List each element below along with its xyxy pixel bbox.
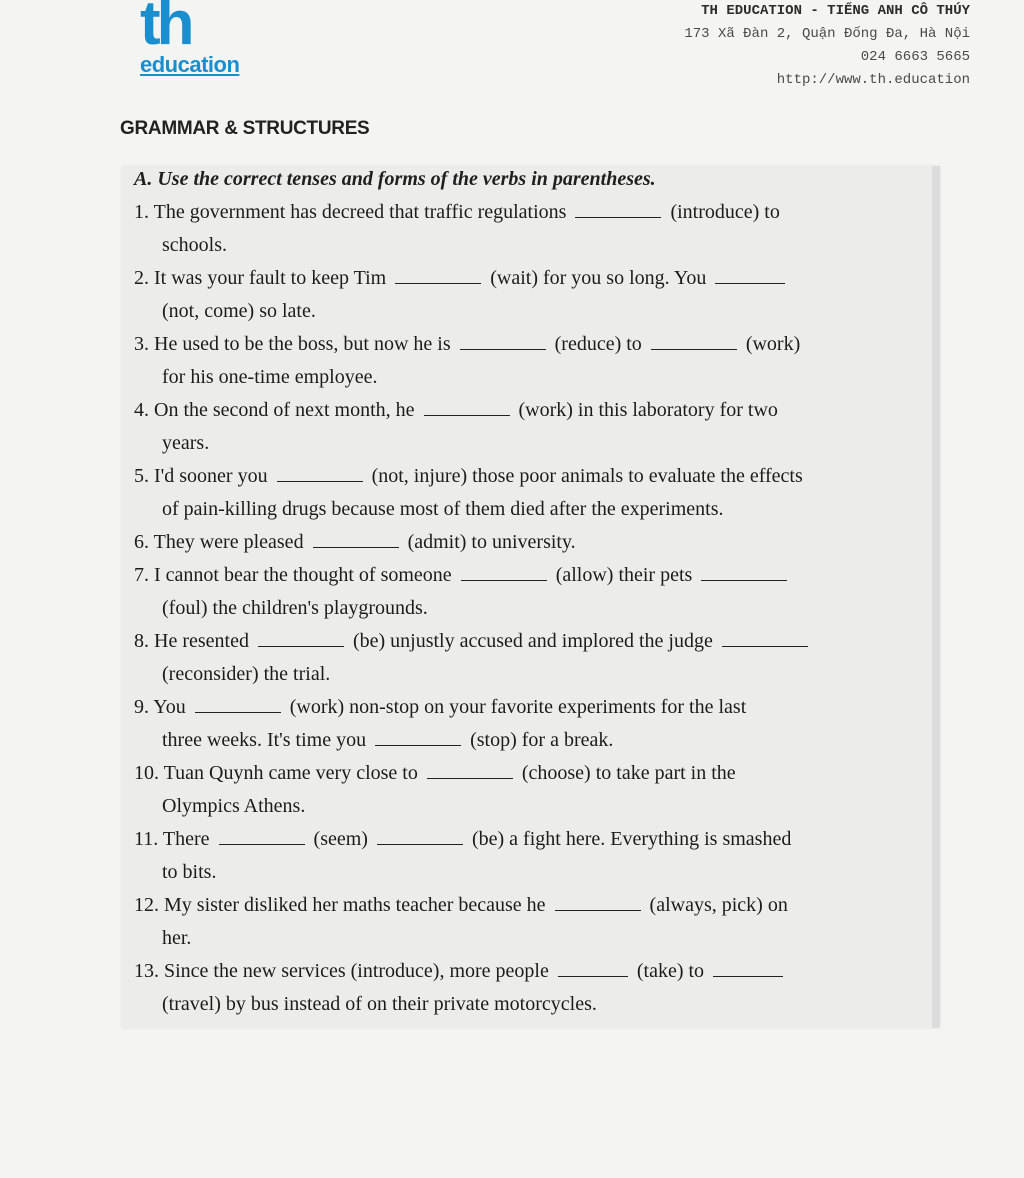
answer-blank[interactable] bbox=[722, 628, 808, 647]
item-text: (wait) for you so long. You bbox=[490, 267, 707, 289]
item-number: 11. bbox=[134, 828, 159, 850]
answer-blank[interactable] bbox=[377, 826, 463, 845]
item-line bbox=[134, 724, 916, 757]
exercise-item bbox=[134, 196, 916, 262]
answer-blank[interactable] bbox=[427, 760, 513, 779]
item-text: of pain-killing drugs because most of them died after the experiments. bbox=[162, 498, 724, 520]
item-text: Olympics Athens. bbox=[162, 795, 306, 817]
item-text: The government has decreed that traffic regulations bbox=[153, 201, 567, 223]
item-text: They were pleased bbox=[153, 531, 304, 553]
item-text: He resented bbox=[154, 630, 249, 652]
exercise-item bbox=[134, 559, 916, 625]
item-number: 12. bbox=[134, 894, 159, 916]
item-text: I'd sooner you bbox=[154, 465, 268, 487]
worksheet bbox=[122, 166, 940, 1028]
item-number: 4. bbox=[134, 399, 149, 421]
answer-blank[interactable] bbox=[219, 826, 305, 845]
item-number: 10. bbox=[134, 762, 159, 784]
answer-blank[interactable] bbox=[461, 562, 547, 581]
item-number: 13. bbox=[134, 960, 159, 982]
answer-blank[interactable] bbox=[195, 694, 281, 713]
exercise-item bbox=[134, 823, 916, 889]
logo-word: education bbox=[140, 52, 240, 77]
item-text: (stop) for a break. bbox=[470, 729, 614, 751]
item-text: (seem) bbox=[313, 828, 368, 850]
item-text: three weeks. It's time you bbox=[162, 729, 367, 751]
item-text: It was your fault to keep Tim bbox=[154, 267, 387, 289]
item-text: (not, injure) those poor animals to evaluate the effects bbox=[371, 465, 803, 487]
exercise-item bbox=[134, 328, 916, 394]
item-text: Since the new services (introduce), more people bbox=[164, 960, 549, 982]
item-text: You bbox=[153, 696, 186, 718]
item-number: 8. bbox=[134, 630, 149, 652]
contact-block bbox=[684, 0, 970, 92]
answer-blank[interactable] bbox=[651, 331, 737, 350]
item-text: (not, come) so late. bbox=[162, 300, 316, 322]
answer-blank[interactable] bbox=[715, 265, 785, 284]
exercise-item bbox=[134, 460, 916, 526]
exercise-item bbox=[134, 625, 916, 691]
exercise-item bbox=[134, 757, 916, 823]
item-text: I cannot bear the thought of someone bbox=[154, 564, 452, 586]
item-text: for his one-time employee. bbox=[162, 366, 378, 388]
website: http://www.th.education bbox=[776, 72, 970, 88]
exercise-item bbox=[134, 262, 916, 328]
answer-blank[interactable] bbox=[713, 958, 783, 977]
item-number: 6. bbox=[134, 531, 149, 553]
item-text: years. bbox=[162, 432, 210, 454]
item-text: her. bbox=[162, 927, 192, 949]
item-text: (be) unjustly accused and implored the judge bbox=[352, 630, 713, 652]
answer-blank[interactable] bbox=[575, 199, 661, 218]
item-text: (always, pick) on bbox=[649, 894, 788, 916]
item-text: (reconsider) the trial. bbox=[162, 663, 331, 685]
item-number: 2. bbox=[134, 267, 149, 289]
item-text: My sister disliked her maths teacher because he bbox=[164, 894, 546, 916]
part-heading: A. Use the correct tenses and forms of the verbs in parentheses. bbox=[134, 168, 656, 190]
section-title: GRAMMAR & STRUCTURES bbox=[120, 118, 370, 139]
item-text: On the second of next month, he bbox=[154, 399, 415, 421]
item-number: 7. bbox=[134, 564, 149, 586]
item-text: (reduce) to bbox=[554, 333, 642, 355]
exercise-item bbox=[134, 691, 916, 757]
item-text: (work) bbox=[745, 333, 801, 355]
exercise-list bbox=[134, 196, 916, 1021]
item-text: He used to be the boss, but now he is bbox=[154, 333, 451, 355]
item-text: (work) non-stop on your favorite experiments for the last bbox=[289, 696, 747, 718]
org-name: TH EDUCATION - TIẾNG ANH CÔ THÚY bbox=[701, 3, 970, 19]
th-education-logo bbox=[140, 0, 240, 82]
answer-blank[interactable] bbox=[258, 628, 344, 647]
item-number: 9. bbox=[134, 696, 149, 718]
answer-blank[interactable] bbox=[375, 727, 461, 746]
answer-blank[interactable] bbox=[555, 892, 641, 911]
item-text: (admit) to university. bbox=[407, 531, 576, 553]
item-text: (take) to bbox=[636, 960, 705, 982]
item-text: (introduce) to bbox=[670, 201, 780, 223]
item-text: to bits. bbox=[162, 861, 217, 883]
phone: 024 6663 5665 bbox=[860, 49, 970, 65]
answer-blank[interactable] bbox=[460, 331, 546, 350]
item-text: There bbox=[162, 828, 210, 850]
item-text: (work) in this laboratory for two bbox=[518, 399, 778, 421]
item-number: 1. bbox=[134, 201, 149, 223]
item-text: (choose) to take part in the bbox=[521, 762, 736, 784]
item-text: (allow) their pets bbox=[555, 564, 693, 586]
item-text: (foul) the children's playgrounds. bbox=[162, 597, 428, 619]
item-number: 3. bbox=[134, 333, 149, 355]
answer-blank[interactable] bbox=[558, 958, 628, 977]
exercise-item bbox=[134, 394, 916, 460]
answer-blank[interactable] bbox=[701, 562, 787, 581]
exercise-item bbox=[134, 955, 916, 1021]
answer-blank[interactable] bbox=[395, 265, 481, 284]
logo-mark: th bbox=[140, 0, 191, 48]
item-text: Tuan Quynh came very close to bbox=[163, 762, 418, 784]
answer-blank[interactable] bbox=[277, 463, 363, 482]
exercise-item bbox=[134, 526, 916, 559]
item-number: 5. bbox=[134, 465, 149, 487]
exercise-item bbox=[134, 889, 916, 955]
item-text: schools. bbox=[162, 234, 227, 256]
address: 173 Xã Đàn 2, Quận Đống Đa, Hà Nội bbox=[684, 26, 970, 42]
answer-blank[interactable] bbox=[313, 529, 399, 548]
item-text: (travel) by bus instead of on their private motorcycles. bbox=[162, 993, 597, 1015]
answer-blank[interactable] bbox=[424, 397, 510, 416]
item-text: (be) a fight here. Everything is smashed bbox=[471, 828, 792, 850]
